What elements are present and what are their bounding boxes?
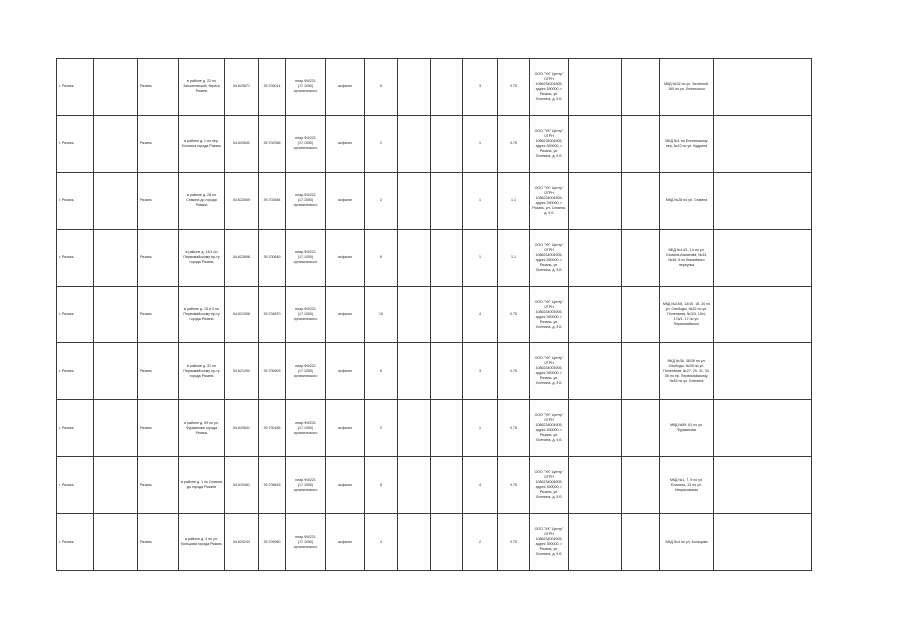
empty-cell — [94, 400, 138, 457]
container-count-cell: 1 — [463, 229, 498, 286]
latitude-cell: 54.621290 — [225, 343, 259, 400]
empty-cell — [714, 514, 812, 571]
table-row — [57, 172, 871, 229]
empty-cell — [431, 457, 463, 514]
latitude-cell: 54.620642 — [225, 115, 259, 172]
volume-cell: 0.75 — [498, 514, 530, 571]
empty-cell — [94, 514, 138, 571]
empty-cell — [714, 115, 812, 172]
volume-cell: 0.75 — [498, 457, 530, 514]
empty-cell — [569, 115, 622, 172]
settlement-cell: г. Рязань — [57, 115, 94, 172]
owner-cell: ООО "УК" Центр" ОГРН 1086234004905, адрес 390000, г. Рязань, ул. Есенина, д. 5 Б — [530, 229, 569, 286]
surface-cell: асфальт — [326, 59, 365, 116]
latitude-cell: 54.619461 — [225, 457, 259, 514]
area-cell: 6 — [365, 343, 398, 400]
empty-cell — [714, 457, 812, 514]
empty-cell — [431, 343, 463, 400]
owner-cell: ООО "УК" Центр" ОГРН 1086234004905, адрес 390000, г. Рязань, ул. Есенина, д. 5 Б — [530, 514, 569, 571]
owner-cell: ООО "УК" Центр" ОГРН 1086234004905, адрес 390000, г. Рязань, ул. Есенина, д. 5 Б — [530, 286, 569, 343]
settlement-cell: г. Рязань — [57, 59, 94, 116]
district-cell: Рязань — [138, 172, 179, 229]
longitude-cell: 39.704870 — [259, 286, 286, 343]
empty-cell — [622, 229, 660, 286]
settlement-cell: г. Рязань — [57, 343, 94, 400]
empty-cell — [714, 400, 812, 457]
served-objects-cell: МКД №36, 36/38 по ул. Свободы, №28 по ул. Полетаева, №27, 29, 31, 33, 35 по пр. Первомайскому, №45 по ул. Есенина — [660, 343, 714, 400]
district-cell: Рязань — [138, 59, 179, 116]
district-cell: Рязань — [138, 514, 179, 571]
owner-cell: ООО "УК" Центр" ОГРН 1086234004905, адрес 390000, г. Рязань, ул. Есенина, д. 5 Б — [530, 343, 569, 400]
served-objects-cell: МКД №28 по ул. Семина — [660, 172, 714, 229]
address-cell: в районе д. 4 по ул. Кольцова города Рязань — [179, 514, 225, 571]
empty-cell — [398, 514, 431, 571]
settlement-cell: г. Рязань — [57, 286, 94, 343]
owner-cell: ООО "УК" Центр" ОГРН 1086234004905, адрес 390000, г. Рязань, ул. Семина, д. 5 Б — [530, 172, 569, 229]
registry-table — [56, 58, 871, 571]
area-cell: 6 — [365, 59, 398, 116]
address-cell: в районе д. 15 и 3 по Первомайскому пр-ту города Рязань — [179, 286, 225, 343]
empty-cell — [431, 59, 463, 116]
owner-cell: ООО "УК" Центр" ОГРН 1086234004905, адрес 390000, г. Рязань, ул. Есенина, д. 5 Б — [530, 59, 569, 116]
surface-cell: асфальт — [326, 457, 365, 514]
longitude-cell: 39.709950 — [259, 514, 286, 571]
empty-cell — [714, 343, 812, 400]
empty-cell — [398, 457, 431, 514]
served-objects-cell: МКД №24/6, 14/10, 18, 20 по ул. Свободы, №52 по ул. Полетаева, №3/3, 15/4, 17а/1, 17 по ул. Первомайского — [660, 286, 714, 343]
address-cell: в районе д. 59 по ул. Фурманова города Рязань — [179, 400, 225, 457]
empty-cell — [431, 286, 463, 343]
empty-cell — [714, 172, 812, 229]
table-row — [57, 115, 871, 172]
settlement-cell: г. Рязань — [57, 229, 94, 286]
empty-cell — [94, 286, 138, 343]
empty-cell — [569, 457, 622, 514]
registry-cell: neap.Ф4/221 (17.1050) органического — [286, 400, 326, 457]
longitude-cell: 39.706909 — [259, 343, 286, 400]
empty-cell — [622, 59, 660, 116]
area-cell: 6 — [365, 229, 398, 286]
settlement-cell: г. Рязань — [57, 400, 94, 457]
empty-cell — [569, 229, 622, 286]
empty-cell — [569, 172, 622, 229]
empty-cell — [622, 514, 660, 571]
latitude-cell: 54.623698 — [225, 229, 259, 286]
empty-cell — [398, 229, 431, 286]
registry-cell: neap.Ф4/221 (17.1050) органического — [286, 229, 326, 286]
container-count-cell: 1 — [463, 115, 498, 172]
surface-cell: асфальт — [326, 514, 365, 571]
empty-cell — [94, 172, 138, 229]
address-cell: в районе д. 1 по Семина до города Рязани — [179, 457, 225, 514]
served-objects-cell: МКД №4 по ул. Кольцова — [660, 514, 714, 571]
empty-cell — [94, 343, 138, 400]
volume-cell: 0.75 — [498, 400, 530, 457]
address-cell: в районе д. 1 по пер. Есенина города Рязань — [179, 115, 225, 172]
empty-cell — [569, 286, 622, 343]
empty-cell — [622, 343, 660, 400]
registry-cell: neap.Ф4/221 (17.1050) органического — [286, 343, 326, 400]
served-objects-cell: МКД №32 по ул. Затинной, 160 по ул. Ленинского — [660, 59, 714, 116]
district-cell: Рязань — [138, 115, 179, 172]
latitude-cell: 54.622659 — [225, 172, 259, 229]
volume-cell: 0.75 — [498, 343, 530, 400]
area-cell: 2 — [365, 172, 398, 229]
table-row — [57, 457, 871, 514]
table-row — [57, 514, 871, 571]
latitude-cell: 54.621006 — [225, 286, 259, 343]
district-cell: Рязань — [138, 400, 179, 457]
empty-cell — [431, 172, 463, 229]
registry-cell: neap.Ф4/221 (17.1050) органического — [286, 514, 326, 571]
settlement-cell: г. Рязань — [57, 457, 94, 514]
served-objects-cell: МКД №14/1, 14 по ул. Семина-Ахматова, №43, №45, 5 по Вишнёвого переулка — [660, 229, 714, 286]
registry-cell: neap.Ф4/221 (17.1050) органического — [286, 115, 326, 172]
district-cell: Рязань — [138, 229, 179, 286]
owner-cell: ООО "УК" Центр" ОГРН 1086234004905, адрес 390000, г. Рязань, ул. Есенина, д. 5 Б — [530, 457, 569, 514]
empty-cell — [714, 229, 812, 286]
empty-cell — [569, 59, 622, 116]
container-count-cell: 1 — [463, 400, 498, 457]
table-row — [57, 343, 871, 400]
empty-cell — [569, 514, 622, 571]
registry-cell: neap.Ф4/221 (17.1050) органического — [286, 457, 326, 514]
empty-cell — [398, 172, 431, 229]
empty-cell — [94, 59, 138, 116]
served-objects-cell: МКД №1, 7, 9 по ул. Есенина, 13 по ул. Некрасовская — [660, 457, 714, 514]
empty-cell — [431, 514, 463, 571]
address-cell: в районе д. 28 по Семина до города Рязани — [179, 172, 225, 229]
area-cell: 10 — [365, 286, 398, 343]
container-count-cell: 4 — [463, 286, 498, 343]
district-cell: Рязань — [138, 343, 179, 400]
area-cell: 8 — [365, 457, 398, 514]
table-body — [57, 59, 871, 571]
longitude-cell: 39.702356 — [259, 115, 286, 172]
longitude-cell: 39.700185 — [259, 400, 286, 457]
empty-cell — [622, 400, 660, 457]
empty-cell — [398, 286, 431, 343]
area-cell: 2 — [365, 400, 398, 457]
empty-cell — [714, 59, 812, 116]
volume-cell: 1.1 — [498, 229, 530, 286]
empty-cell — [431, 229, 463, 286]
longitude-cell: 39.708618 — [259, 457, 286, 514]
empty-cell — [398, 115, 431, 172]
latitude-cell: 54.620871 — [225, 59, 259, 116]
surface-cell: асфальт — [326, 286, 365, 343]
settlement-cell: г. Рязань — [57, 172, 94, 229]
area-cell: 4 — [365, 514, 398, 571]
empty-cell — [398, 59, 431, 116]
registry-cell: neap.Ф4/221 (17.1050) органического — [286, 59, 326, 116]
owner-cell: ООО "УК" Центр" ОГРН 1086234004905, адрес 390000, г. Рязань, ул. Есенина, д. 5 Б — [530, 400, 569, 457]
registry-cell: neap.Ф4/221 (17.1050) органического — [286, 172, 326, 229]
empty-cell — [398, 400, 431, 457]
district-cell: Рязань — [138, 457, 179, 514]
empty-cell — [622, 172, 660, 229]
owner-cell: ООО "УК" Центр" ОГРН 1086234004905, адрес 390000, г. Рязань, ул. Есенина, д. 5 Б — [530, 115, 569, 172]
volume-cell: 0.75 — [498, 115, 530, 172]
container-count-cell: 1 — [463, 172, 498, 229]
empty-cell — [431, 115, 463, 172]
container-count-cell: 3 — [463, 59, 498, 116]
table-row — [57, 400, 871, 457]
volume-cell: 0.75 — [498, 59, 530, 116]
served-objects-cell: МКД №59, 61 по ул. Фурманова — [660, 400, 714, 457]
container-count-cell: 3 — [463, 343, 498, 400]
served-objects-cell: МКД №1 по Есенинскому пер, №10 по ул. Кудрина — [660, 115, 714, 172]
surface-cell: асфальт — [326, 172, 365, 229]
empty-cell — [431, 400, 463, 457]
longitude-cell: 39.702584 — [259, 172, 286, 229]
latitude-cell: 54.620641 — [225, 400, 259, 457]
empty-cell — [94, 457, 138, 514]
longitude-cell: 39.709014 — [259, 59, 286, 116]
container-count-cell: 4 — [463, 457, 498, 514]
volume-cell: 1.1 — [498, 172, 530, 229]
empty-cell — [569, 400, 622, 457]
empty-cell — [398, 343, 431, 400]
surface-cell: асфальт — [326, 115, 365, 172]
address-cell: в районе д. 31 по Первомайскому пр-ту города Рязань — [179, 343, 225, 400]
empty-cell — [569, 343, 622, 400]
surface-cell: асфальт — [326, 400, 365, 457]
address-cell: в районе д. 14/1 по Первомайскому пр-ту города Рязань — [179, 229, 225, 286]
latitude-cell: 54.620243 — [225, 514, 259, 571]
address-cell: в районе д. 22 по Заочиновской, берега Рязань — [179, 59, 225, 116]
table-row — [57, 286, 871, 343]
table-row — [57, 229, 871, 286]
district-cell: Рязань — [138, 286, 179, 343]
empty-cell — [714, 286, 812, 343]
empty-cell — [94, 229, 138, 286]
registry-cell: neap.Ф4/221 (17.1050) органического — [286, 286, 326, 343]
container-count-cell: 2 — [463, 514, 498, 571]
settlement-cell: г. Рязань — [57, 514, 94, 571]
empty-cell — [622, 115, 660, 172]
empty-cell — [94, 115, 138, 172]
table-row — [57, 59, 871, 116]
empty-cell — [622, 457, 660, 514]
surface-cell: асфальт — [326, 229, 365, 286]
empty-cell — [622, 286, 660, 343]
longitude-cell: 39.700649 — [259, 229, 286, 286]
area-cell: 2 — [365, 115, 398, 172]
surface-cell: асфальт — [326, 343, 365, 400]
volume-cell: 0.75 — [498, 286, 530, 343]
